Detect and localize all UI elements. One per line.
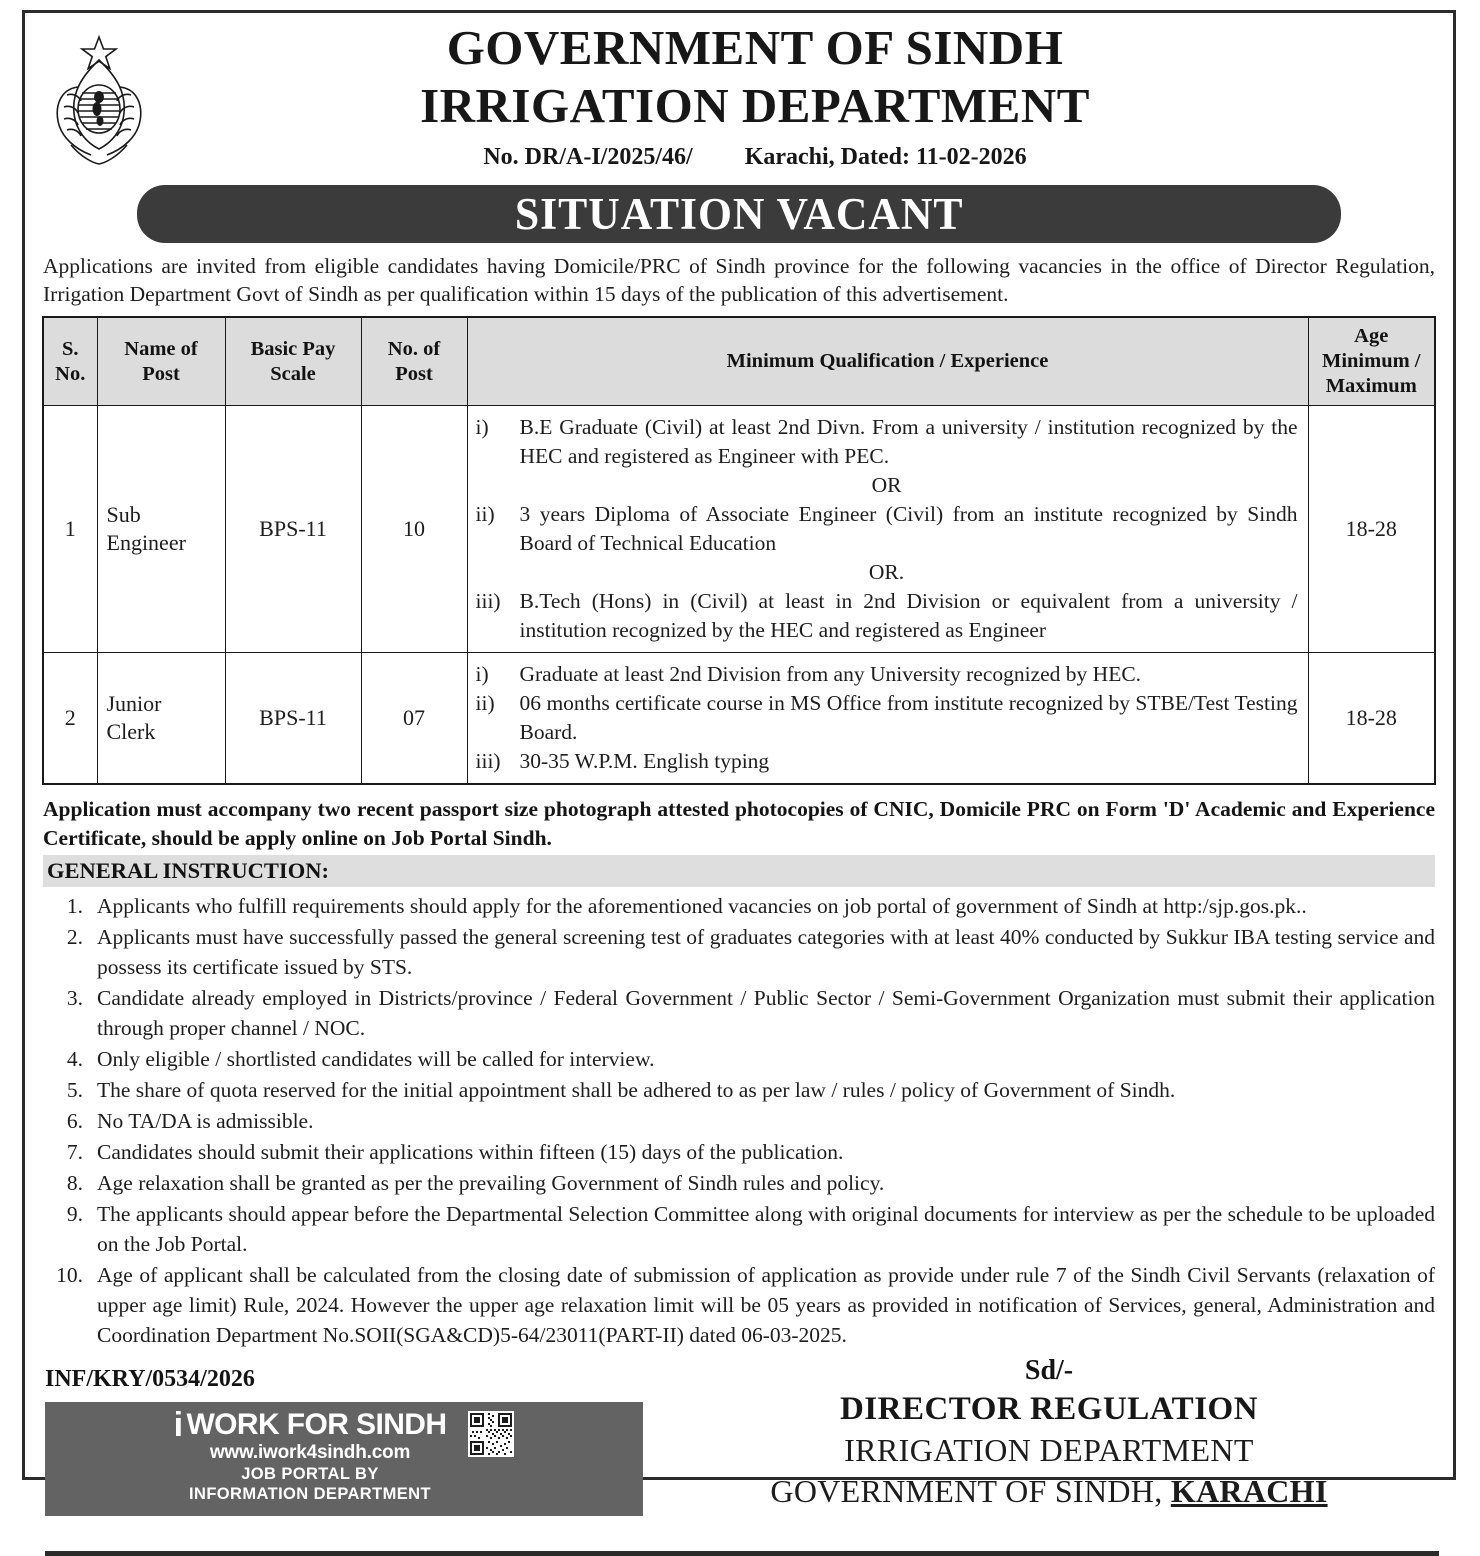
footer-rule <box>45 1551 1439 1556</box>
list-item <box>43 891 1435 921</box>
list-item-text: Age of applicant shall be calculated from the closing date of submission of application as provide under rule 7 of the Sindh Civil Servants (relaxation of upper age limit) Rule, 2024. However the upper age relaxation limit will be 05 years as provided in notification of Services, general, Administration and Coordination Department No.SOII(SGA&CD)5-64/23011(PART-II) dated 06-03-2025. <box>97 1263 1435 1347</box>
qualification-item <box>476 500 1298 558</box>
list-item-text: Age relaxation shall be granted as per the prevailing Government of Sindh rules and policy. <box>97 1171 885 1195</box>
qualification-text: 3 years Diploma of Associate Engineer (Civil) from an institute recognized by Sindh Board of Technical Education <box>519 502 1298 555</box>
banner-wrapper <box>35 185 1443 243</box>
qr-code-icon <box>468 1411 514 1457</box>
col-header-sno-l1: S. <box>61 337 79 360</box>
signature-sd: Sd/- <box>1024 1355 1074 1386</box>
qualification-or-separator: OR. <box>868 560 905 584</box>
table-row <box>43 653 1435 785</box>
iwork-person-icon: i <box>173 1406 183 1444</box>
col-header-posts-l2: Post <box>395 362 433 385</box>
cell-sno: 1 <box>43 406 97 653</box>
iwork-title-text: WORK FOR SINDH <box>186 1408 447 1441</box>
list-item <box>43 1044 1435 1074</box>
reference-number: No. DR/A-I/2025/46/ <box>483 144 693 170</box>
qualification-marker: i) <box>475 662 489 686</box>
table-header-row <box>43 317 1435 406</box>
cell-post-name <box>97 406 225 653</box>
signature-government <box>659 1471 1439 1512</box>
cell-age-range: 18-28 <box>1308 406 1435 653</box>
qualification-marker: i) <box>475 415 489 439</box>
cell-no-of-post: 07 <box>361 653 467 785</box>
page-inner <box>25 13 1453 1550</box>
list-item-text: Candidate already employed in Districts/province / Federal Government / Public Sector / Semi-Government Organization must submit their application through proper channel / NOC. <box>97 986 1435 1040</box>
qualification-marker: iii) <box>475 589 501 613</box>
qualification-text: B.E Graduate (Civil) at least 2nd Divn. From a university / institution recognized by the HEC and registered as Engineer with PEC. <box>519 415 1298 468</box>
inf-code: INF/KRY/0534/2026 <box>45 1366 255 1392</box>
list-item-text: Only eligible / shortlisted candidates will be called for interview. <box>97 1047 655 1071</box>
cell-post-name-l2: Engineer <box>106 530 186 555</box>
vacancy-table-head <box>43 317 1435 406</box>
signature-block <box>659 1354 1439 1512</box>
vacancy-table-body <box>43 406 1435 785</box>
cell-basic-pay-scale: BPS-11 <box>225 653 361 785</box>
iwork-for-sindh-banner[interactable] <box>45 1402 643 1516</box>
table-row <box>43 406 1435 653</box>
iwork-subline-1: JOB PORTAL BY <box>241 1465 379 1483</box>
list-item-text: Applicants must have successfully passed the general screening test of graduates categories with at least 40% conducted by Sukkur IBA testing service and possess its certificate issued by STS. <box>97 925 1435 979</box>
qualification-text: 30-35 W.P.M. English typing <box>519 749 770 773</box>
qualification-or-separator: OR <box>871 473 902 497</box>
list-item <box>43 1168 1435 1198</box>
list-item <box>43 922 1435 982</box>
col-header-age <box>1308 317 1435 406</box>
list-item <box>43 1137 1435 1167</box>
col-header-bps-l2: Scale <box>270 362 316 385</box>
iwork-title <box>173 1406 447 1444</box>
qualification-text: B.Tech (Hons) in (Civil) at least in 2nd Division or equivalent from a university / institution recognized by the HEC and registered as Engineer <box>519 589 1298 642</box>
col-header-basic-pay-scale <box>225 317 361 406</box>
cell-qualification <box>467 406 1308 653</box>
list-item <box>43 1199 1435 1259</box>
application-note: Application must accompany two recent passport size photograph attested photocopies of CNIC, Domicile PRC on Form 'D' Academic and Experience Certificate, should be apply online on Job Portal Sindh. <box>43 797 1435 850</box>
document-header <box>35 19 1443 183</box>
vacancy-table <box>42 316 1436 785</box>
list-item <box>43 983 1435 1043</box>
col-header-name-of-post <box>97 317 225 406</box>
general-instruction-heading: GENERAL INSTRUCTION: <box>43 855 1435 887</box>
intro-paragraph: Applications are invited from eligible candidates having Domicile/PRC of Sindh province for the following vacancies in the office of Director Regulation, Irrigation Department Govt of Sindh as per qualification within 15 days of the publication of this advertisement. <box>43 254 1435 306</box>
reference-line <box>163 143 1347 171</box>
qualification-marker: iii) <box>475 749 501 773</box>
header-titles <box>163 19 1443 171</box>
list-item-text: Applicants who fulfill requirements should apply for the aforementioned vacancies on job portal of government of Sindh at http:/sjp.gos.pk.. <box>97 894 1307 918</box>
document-footer <box>35 1354 1443 1550</box>
signature-government-prefix: GOVERNMENT OF SINDH, <box>770 1473 1171 1509</box>
government-title-line1: GOVERNMENT OF SINDH <box>446 20 1064 75</box>
list-item-text: No TA/DA is admissible. <box>97 1109 314 1133</box>
qualification-marker: ii) <box>475 502 495 526</box>
qualification-item <box>476 689 1298 747</box>
qualification-item <box>476 413 1298 471</box>
signature-city: KARACHI <box>1170 1473 1328 1509</box>
col-header-sno-l2: No. <box>55 362 86 385</box>
cell-post-name-l2: Clerk <box>106 719 156 744</box>
cell-qualification <box>467 653 1308 785</box>
col-header-no-of-post <box>361 317 467 406</box>
list-item-text: Candidates should submit their applications within fifteen (15) days of the publication. <box>97 1140 844 1164</box>
list-item-text: The share of quota reserved for the initial appointment shall be adhered to as per law / rules / policy of Government of Sindh. <box>97 1078 1176 1102</box>
list-item <box>43 1260 1435 1350</box>
col-header-age-l2: Minimum / <box>1321 350 1421 372</box>
list-item <box>43 1106 1435 1136</box>
situation-vacant-banner <box>137 185 1341 243</box>
iwork-url[interactable]: www.iwork4sindh.com <box>209 1442 411 1463</box>
list-item-text: The applicants should appear before the Departmental Selection Committee along with original documents for interview as per the schedule to be uploaded on the Job Portal. <box>97 1202 1435 1256</box>
col-header-age-l3: Maximum <box>1325 375 1417 397</box>
signature-designation: DIRECTOR REGULATION <box>839 1391 1259 1427</box>
qualification-text: 06 months certificate course in MS Office from institute recognized by STBE/Test Testing Board. <box>519 691 1298 744</box>
col-header-age-l1: Age <box>1354 325 1389 347</box>
cell-post-name-l1: Junior <box>106 691 162 716</box>
cell-post-name-l1: Sub <box>106 502 141 527</box>
cell-basic-pay-scale: BPS-11 <box>225 406 361 653</box>
qualification-item <box>476 747 1298 776</box>
general-instruction-list <box>43 891 1435 1350</box>
advertisement-page <box>22 10 1456 1509</box>
qualification-marker: ii) <box>475 691 495 715</box>
qualification-text: Graduate at least 2nd Division from any University recognized by HEC. <box>519 662 1142 686</box>
cell-no-of-post: 10 <box>361 406 467 653</box>
col-header-name-l1: Name of <box>124 337 198 360</box>
department-title-line2: IRRIGATION DEPARTMENT <box>420 78 1090 133</box>
iwork-banner-row <box>45 1407 643 1504</box>
iwork-text-group <box>174 1407 447 1504</box>
qualification-item <box>476 660 1298 689</box>
list-item <box>43 1075 1435 1105</box>
iwork-subline-2: INFORMATION DEPARTMENT <box>189 1485 431 1503</box>
cell-post-name <box>97 653 225 785</box>
col-header-sno <box>43 317 97 406</box>
col-header-bps-l1: Basic Pay <box>250 337 336 360</box>
col-header-name-l2: Post <box>142 362 180 385</box>
col-header-posts-l1: No. of <box>387 337 441 360</box>
cell-sno: 2 <box>43 653 97 785</box>
col-header-qualification: Minimum Qualification / Experience <box>467 317 1308 406</box>
banner-title: SITUATION VACANT <box>514 189 964 239</box>
signature-department: IRRIGATION DEPARTMENT <box>844 1432 1254 1468</box>
government-of-sindh-emblem-icon <box>35 19 163 167</box>
cell-age-range: 18-28 <box>1308 653 1435 785</box>
qualification-item <box>476 587 1298 645</box>
place-and-date: Karachi, Dated: 11-02-2026 <box>744 144 1027 170</box>
